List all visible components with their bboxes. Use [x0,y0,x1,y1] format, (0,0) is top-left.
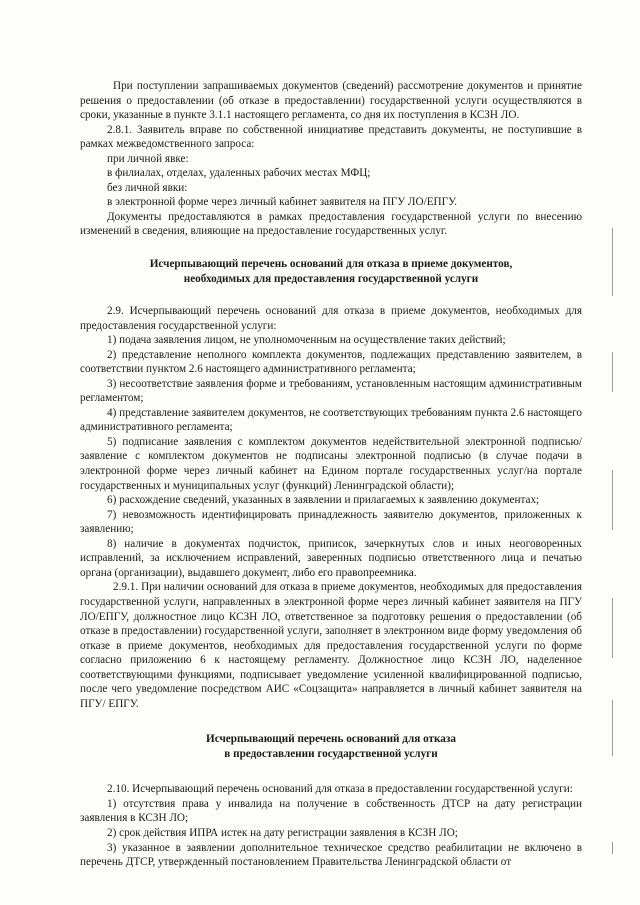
paragraph: в филиалах, отделах, удаленных рабочих местах МФЦ; [107,167,371,180]
list-item: 3) несоответствие заявления форме и требованиям, установленным настоящим административным регламентом; [80,377,582,405]
list-item: 5) подписание заявления с комплектом документов недействительной электронной подписью/заявление с комплектом документов не подписаны электронной подписью (в случае подачи в электронной форме через личный кабинет на Едином портале государственных услуг/на портале государственных и муниципальных услуг (функций) Ленинградской области); [80,435,582,492]
list-item: 4) представление заявителем документов, не соответствующих требованиям пункта 2.6 настоящего административного регламента; [80,406,582,434]
list-item: 2) срок действия ИПРА истек на дату регистрации заявления в КСЗН ЛО; [107,826,458,839]
heading-line: необходимых для предоставления государственной услуги [183,272,479,285]
section-heading [80,732,582,761]
heading-line: Исчерпывающий перечень оснований для отказа в приеме документов, [149,258,513,271]
list-item: 8) наличие в документах подчисток, приписок, зачеркнутых слов и иных неоговоренных исправлений, за исключением исправлений, заверенных подписью ответственного лица и печатью органа (организации), выдавшего документ, либо его правопреемника. [80,537,582,579]
scan-artifact-line [612,228,613,296]
paragraph: без личной явки: [107,181,188,194]
list-item: 1) отсутствия права у инвалида на получение в собственность ДТСР на дату регистрации заявления в КСЗН ЛО; [80,797,582,825]
list-item: 6) расхождение сведений, указанных в заявлении и прилагаемых к заявлению документах; [107,494,540,507]
scan-artifact-line [612,352,613,392]
scan-artifact-line [612,598,613,658]
scan-artifact-line [612,470,613,530]
list-item: 1) подача заявления лицом, не уполномоченным на осуществление таких действий; [107,334,506,347]
paragraph: при личной явке: [107,152,189,165]
heading-line: в предоставлении государственной услуги [224,747,438,760]
list-item: 7) невозможность идентифицировать принадлежность заявителю документов, приложенных к заявлению; [80,508,582,536]
paragraph: 2.9. Исчерпывающий перечень оснований для отказа в приеме документов, необходимых для предоставления государственной услуги: [80,305,582,332]
paragraph: в электронной форме через личный кабинет заявителя на ПГУ ЛО/ЕПГУ. [107,196,457,209]
paragraph: 2.10. Исчерпывающий перечень оснований для отказа в предоставлении государственной услуги: [107,783,573,796]
list-item: 2) представление неполного комплекта документов, подлежащих представлению заявителем, в соответствии пунктом 2.6 настоящего административного регламента; [80,348,582,376]
section-heading [80,257,582,286]
scan-artifact-line [612,842,613,854]
heading-line: Исчерпывающий перечень оснований для отказа [206,733,456,746]
paragraph: При поступлении запрашиваемых документов (сведений) рассмотрение документов и принятие решения о предоставлении (об отказе в предоставлении) государственной услуги осуществляются в сроки, указанные в пункте 3.1.1 настоящего регламента, со дня их поступления в КСЗН ЛО. [80,80,582,122]
document-body [80,79,582,870]
list-item: 3) указанное в заявлении дополнительное техническое средство реабилитации не включено в перечень ДТСР, утвержденный постановлением Правительства Ленинградской области от [80,841,582,869]
paragraph: 2.8.1. Заявитель вправе по собственной инициативе представить документы, не поступившие в рамках межведомственного запроса: [80,123,582,151]
paragraph: Документы предоставляются в рамках предоставления государственной услуги по внесению изменений в сведения, влияющие на предоставление государственных услуг. [80,210,582,238]
paragraph: 2.9.1. При наличии оснований для отказа в приеме документов, необходимых для предоставления государственной услуги, направленных в электронной форме через личный кабинет заявителя на ПГУ ЛО/ЕПГУ, должностное лицо КСЗН ЛО, ответственное за подготовку решения о предоставлении (об отказе в предоставлении) государственной услуги, заполняет в электронном виде форму уведомления об отказе в приеме документов, необходимых для предоставления государственной услуги по форме согласно приложению 6 к настоящему регламенту. Должностное лицо КСЗН ЛО, наделенное соответствующими функциями, подписывает уведомление усиленной квалифицированной подписью, после чего уведомление посредством АИС «Соцзащита» направляется в личный кабинет заявителя на ПГУ/ ЕПГУ. [80,581,582,710]
scan-artifact-line [612,700,613,756]
